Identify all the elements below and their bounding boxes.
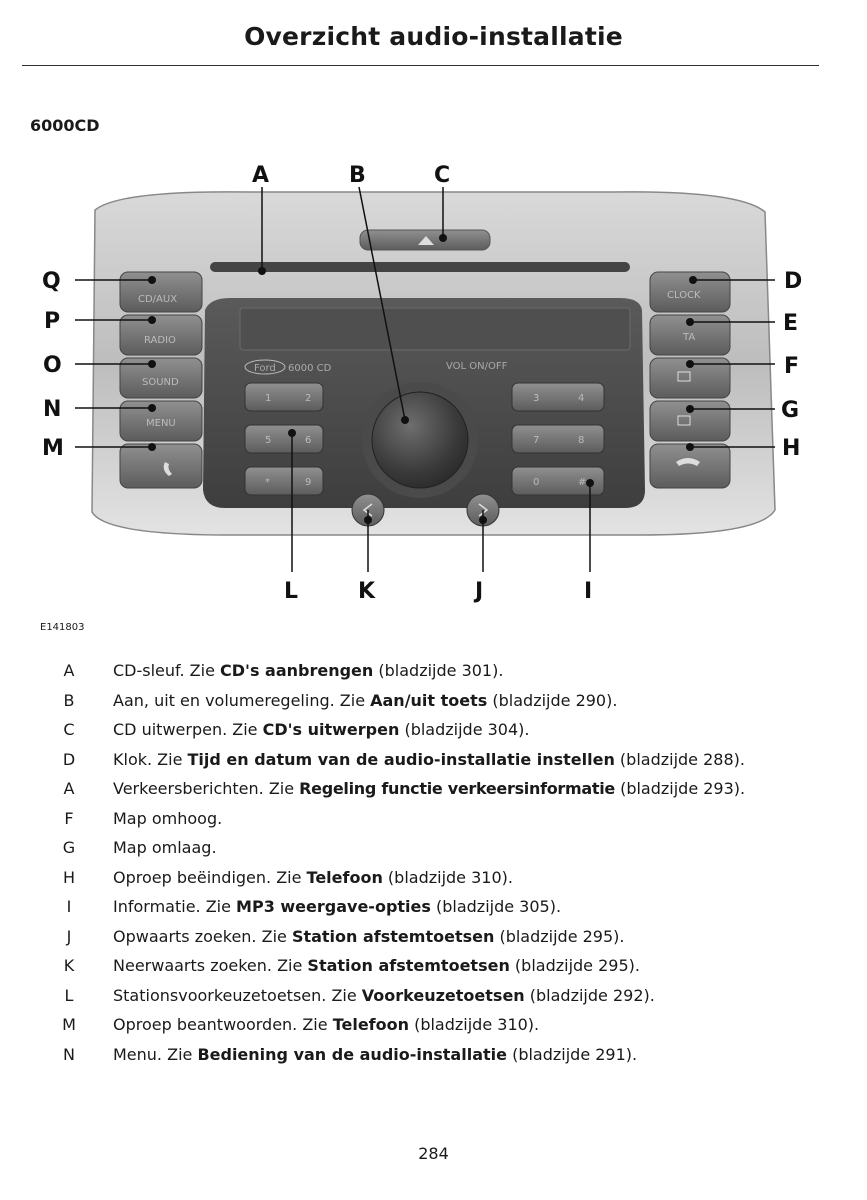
callout-j: J — [475, 579, 484, 604]
callout-d: D — [784, 269, 803, 294]
legend-letter: M — [62, 1015, 76, 1034]
page-title: Overzicht audio-installatie — [244, 22, 623, 51]
legend-description: CD uitwerpen. Zie CD's uitwerpen (bladzijde 304). — [113, 720, 530, 739]
legend-item — [62, 868, 842, 898]
legend-description: Neerwaarts zoeken. Zie Station afstemtoetsen (bladzijde 295). — [113, 956, 640, 975]
legend-letter: A — [63, 661, 75, 680]
legend-description: Klok. Zie Tijd en datum van de audio-installatie instellen (bladzijde 288). — [113, 749, 745, 769]
legend-description: Informatie. Zie MP3 weergave-opties (bladzijde 305). — [113, 897, 562, 916]
callout-l: L — [284, 579, 299, 604]
legend-link: Telefoon — [332, 1015, 409, 1034]
right-buttons — [650, 272, 730, 488]
left-preset-keys — [245, 383, 323, 495]
legend-item — [62, 720, 842, 750]
legend-link: Bediening van de audio-installatie — [197, 1044, 507, 1064]
display-window — [240, 308, 630, 350]
key-8: 8 — [578, 435, 585, 446]
callout-k: K — [358, 579, 376, 604]
legend-list — [62, 661, 842, 1074]
legend-link: Telefoon — [306, 867, 383, 887]
legend-letter: N — [63, 1044, 75, 1064]
callout-a: A — [252, 163, 270, 188]
legend-letter: J — [66, 926, 72, 946]
legend-description: Opwaarts zoeken. Zie Station afstemtoetsen (bladzijde 295). — [113, 926, 625, 946]
callout-p: P — [44, 309, 61, 334]
vol-label: VOL ON/OFF — [446, 361, 508, 372]
legend-letter: G — [62, 838, 76, 857]
page-number: 284 — [418, 1144, 449, 1163]
legend-description: Oproep beëindigen. Zie Telefoon (bladzijde 310). — [113, 867, 513, 887]
brand-label: 6000 CD — [288, 363, 332, 374]
clock-label: CLOCK — [667, 290, 701, 301]
section-heading: 6000CD — [30, 116, 100, 135]
legend-item — [62, 1045, 842, 1075]
callout-o: O — [43, 353, 62, 378]
legend-description: Aan, uit en volumeregeling. Zie Aan/uit toets (bladzijde 290). — [113, 690, 618, 710]
key-9: 9 — [305, 477, 312, 488]
title-divider — [22, 65, 819, 66]
callout-n: N — [43, 397, 62, 422]
radio-illustration — [0, 150, 867, 620]
legend-letter: I — [66, 897, 72, 916]
menu-label: MENU — [146, 418, 176, 429]
legend-item — [62, 809, 842, 839]
legend-link: Aan/uit toets — [370, 690, 488, 710]
key-0: 0 — [533, 477, 540, 488]
radio-diagram — [0, 150, 867, 620]
legend-letter: D — [62, 749, 76, 769]
sound-label: SOUND — [142, 377, 179, 388]
legend-description: Map omlaag. — [113, 838, 217, 857]
legend-description: Oproep beantwoorden. Zie Telefoon (bladzijde 310). — [113, 1015, 540, 1034]
legend-link: CD's uitwerpen — [262, 720, 400, 739]
legend-letter: K — [63, 956, 75, 975]
legend-item — [62, 661, 842, 691]
key-star: * — [265, 477, 270, 488]
volume-knob — [372, 392, 468, 488]
ta-label: TA — [683, 332, 696, 343]
legend-description: Map omhoog. — [113, 808, 223, 828]
callout-e: E — [783, 311, 799, 336]
left-buttons — [120, 272, 202, 488]
legend-item — [62, 838, 842, 868]
legend-letter: C — [63, 720, 75, 739]
callout-i: I — [584, 579, 593, 604]
legend-description: Stationsvoorkeuzetoetsen. Zie Voorkeuzetoetsen (bladzijde 292). — [113, 985, 655, 1005]
right-preset-keys — [512, 383, 604, 495]
cd-aux-label: CD/AUX — [138, 294, 178, 305]
key-1: 1 — [265, 393, 272, 404]
callout-m: M — [42, 436, 64, 461]
figure-code: E141803 — [40, 622, 85, 633]
legend-item — [62, 691, 842, 721]
key-7: 7 — [533, 435, 540, 446]
legend-item — [62, 779, 842, 809]
callout-g: G — [781, 398, 800, 423]
ford-logo-text: Ford — [254, 363, 276, 374]
callout-b: B — [349, 163, 366, 188]
callout-q: Q — [42, 269, 61, 294]
key-2: 2 — [305, 393, 312, 404]
legend-link: MP3 weergave-opties — [236, 897, 431, 916]
legend-letter: L — [64, 985, 74, 1005]
legend-item — [62, 986, 842, 1016]
legend-link: Regeling functie verkeersinformatie — [299, 779, 615, 798]
legend-letter: B — [63, 690, 75, 710]
legend-link: CD's aanbrengen — [220, 661, 374, 680]
legend-link: Tijd en datum van de audio-installatie instellen — [187, 749, 615, 769]
callout-h: H — [782, 436, 801, 461]
key-6: 6 — [305, 435, 312, 446]
callout-c: C — [434, 163, 451, 188]
cd-slot — [210, 262, 630, 272]
legend-description: CD-sleuf. Zie CD's aanbrengen (bladzijde 301). — [113, 661, 504, 680]
legend-item — [62, 750, 842, 780]
legend-item — [62, 927, 842, 957]
key-5: 5 — [265, 435, 272, 446]
key-4: 4 — [578, 393, 585, 404]
legend-letter: A — [63, 779, 75, 798]
legend-description: Menu. Zie Bediening van de audio-installatie (bladzijde 291). — [113, 1044, 638, 1064]
legend-item — [62, 956, 842, 986]
legend-link: Voorkeuzetoetsen — [361, 985, 525, 1005]
legend-description: Verkeersberichten. Zie Regeling functie verkeersinformatie (bladzijde 293). — [113, 779, 746, 798]
legend-link: Station afstemtoetsen — [307, 956, 510, 975]
radio-label: RADIO — [144, 335, 176, 346]
key-hash: # — [578, 477, 587, 488]
key-3: 3 — [533, 393, 540, 404]
callout-f: F — [784, 354, 800, 379]
legend-item — [62, 897, 842, 927]
legend-item — [62, 1015, 842, 1045]
legend-letter: H — [62, 867, 76, 887]
legend-link: Station afstemtoetsen — [291, 926, 495, 946]
legend-letter: F — [64, 808, 74, 828]
